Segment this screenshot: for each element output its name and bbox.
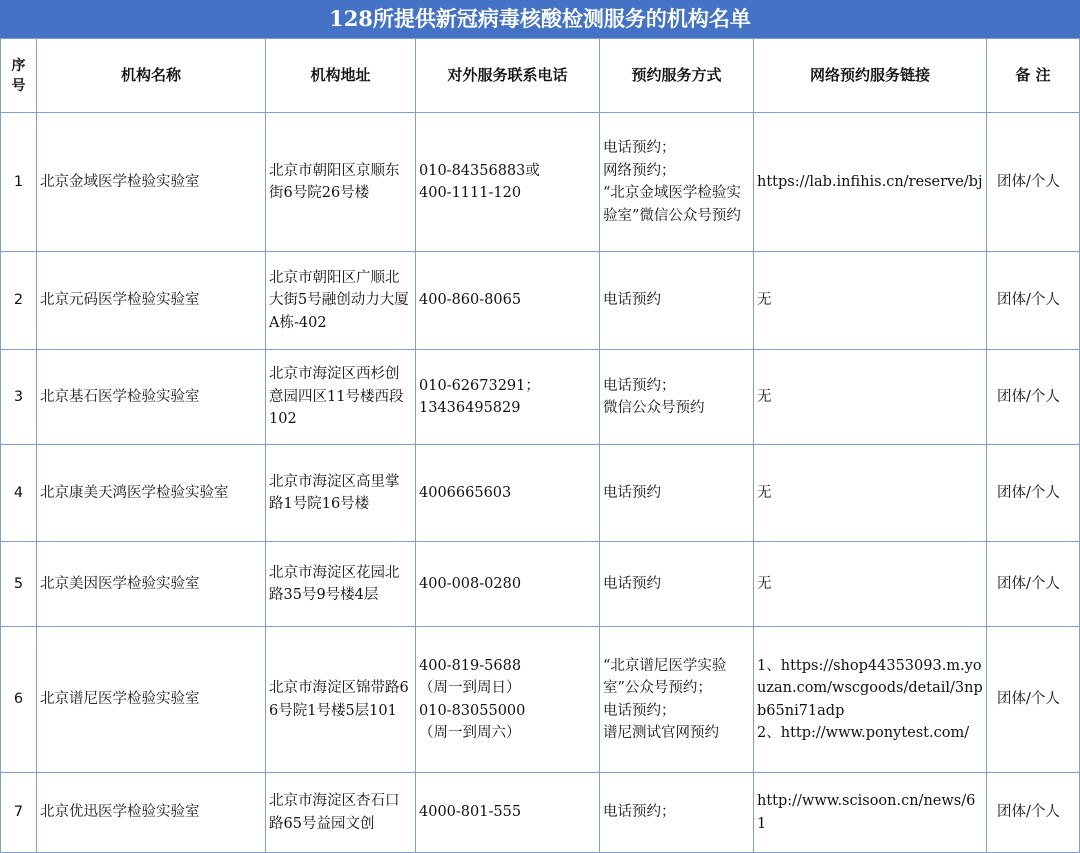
contact-phone-line: 010-83055000	[419, 702, 526, 719]
remark: 团体/个人	[987, 350, 1080, 445]
table-row	[1, 113, 1080, 252]
booking-link-line: 无	[757, 484, 772, 501]
booking-method-line: 电话预约；	[603, 140, 676, 156]
booking-method	[600, 627, 754, 773]
contact-phone-line: （周一到周六）	[419, 725, 521, 741]
booking-method-line: 谱尼测试官网预约	[603, 725, 719, 741]
contact-phone	[416, 445, 600, 542]
booking-method-line: 电话预约	[603, 484, 661, 501]
header-phone: 对外服务联系电话	[416, 39, 600, 113]
booking-link	[754, 350, 987, 445]
contact-phone-line: 400-860-8065	[419, 292, 522, 309]
page-title: 128所提供新冠病毒核酸检测服务的机构名单	[0, 0, 1080, 38]
booking-link-line: https://lab.infihis.cn/reserve/bj	[757, 173, 983, 190]
header-link: 网络预约服务链接	[754, 39, 987, 113]
booking-link[interactable]	[754, 627, 987, 773]
row-index: 3	[1, 350, 37, 445]
contact-phone-line: 010-62673291；	[419, 377, 540, 394]
institution-address: 北京市海淀区锦带路66号院1号楼5层101	[266, 627, 416, 773]
header-address: 机构地址	[266, 39, 416, 113]
remark: 团体/个人	[987, 252, 1080, 350]
header-row	[1, 39, 1080, 113]
institution-name: 北京谱尼医学检验实验室	[37, 627, 266, 773]
table-row	[1, 542, 1080, 627]
institution-address: 北京市朝阳区广顺北大街5号融创动力大厦A栋-402	[266, 252, 416, 350]
institution-name: 北京优迅医学检验实验室	[37, 773, 266, 853]
header-note: 备 注	[987, 39, 1080, 113]
booking-link	[754, 252, 987, 350]
contact-phone-line: 13436495829	[419, 400, 521, 416]
table-row	[1, 627, 1080, 773]
institution-address: 北京市海淀区花园北路35号9号楼4层	[266, 542, 416, 627]
remark: 团体/个人	[987, 113, 1080, 252]
remark: 团体/个人	[987, 627, 1080, 773]
booking-link-line: 2、http://www.ponytest.com/	[757, 725, 970, 741]
contact-phone-line: 4000-801-555	[419, 804, 522, 821]
booking-method-line: “北京谱尼医学实验室”公众号预约；	[603, 657, 727, 696]
booking-link-line: 1、https://shop44353093.m.youzan.com/wscgoods/detail/3npb65ni71adp	[757, 657, 983, 719]
booking-method	[600, 542, 754, 627]
contact-phone-line: 010-84356883或	[419, 162, 540, 179]
booking-method-line: 微信公众号预约	[603, 400, 705, 416]
contact-phone-line: 4006665603	[419, 484, 512, 501]
booking-method-line: 电话预约	[603, 292, 661, 309]
booking-link[interactable]	[754, 773, 987, 853]
institution-name: 北京基石医学检验实验室	[37, 350, 266, 445]
booking-method-line: 电话预约；	[603, 702, 676, 719]
institution-name: 北京元码医学检验实验室	[37, 252, 266, 350]
booking-method	[600, 445, 754, 542]
header-method: 预约服务方式	[600, 39, 754, 113]
institution-table	[0, 38, 1080, 853]
contact-phone-line: （周一到周日）	[419, 680, 521, 696]
row-index: 1	[1, 113, 37, 252]
booking-link-line: http://www.scisoon.cn/news/61	[757, 793, 976, 832]
table-row	[1, 350, 1080, 445]
institution-address: 北京市海淀区高里掌路1号院16号楼	[266, 445, 416, 542]
booking-link	[754, 445, 987, 542]
table-row	[1, 445, 1080, 542]
booking-link-line: 无	[757, 292, 772, 309]
booking-method-line: 电话预约；	[603, 377, 676, 394]
booking-link-line: 无	[757, 388, 772, 405]
header-index: 序号	[1, 39, 37, 113]
booking-method-line: 电话预约；	[603, 804, 676, 821]
contact-phone-line: 400-819-5688	[419, 657, 522, 674]
booking-link-line: 无	[757, 575, 772, 592]
institution-name: 北京金域医学检验实验室	[37, 113, 266, 252]
contact-phone	[416, 252, 600, 350]
row-index: 5	[1, 542, 37, 627]
table-row	[1, 252, 1080, 350]
remark: 团体/个人	[987, 773, 1080, 853]
booking-method	[600, 252, 754, 350]
contact-phone-line: 400-008-0280	[419, 575, 522, 592]
remark: 团体/个人	[987, 542, 1080, 627]
row-index: 7	[1, 773, 37, 853]
table-row	[1, 773, 1080, 853]
institution-name: 北京康美天鸿医学检验实验室	[37, 445, 266, 542]
contact-phone	[416, 627, 600, 773]
institution-address: 北京市海淀区西杉创意园四区11号楼西段102	[266, 350, 416, 445]
institution-address: 北京市朝阳区京顺东街6号院26号楼	[266, 113, 416, 252]
contact-phone	[416, 113, 600, 252]
booking-method-line: 电话预约	[603, 575, 661, 592]
row-index: 4	[1, 445, 37, 542]
remark: 团体/个人	[987, 445, 1080, 542]
booking-link	[754, 542, 987, 627]
header-name: 机构名称	[37, 39, 266, 113]
booking-method-line: “北京金域医学检验实验室”微信公众号预约	[603, 185, 741, 224]
booking-method-line: 网络预约；	[603, 162, 676, 179]
booking-method	[600, 773, 754, 853]
contact-phone-line: 400-1111-120	[419, 185, 522, 201]
row-index: 6	[1, 627, 37, 773]
row-index: 2	[1, 252, 37, 350]
contact-phone	[416, 350, 600, 445]
booking-method	[600, 350, 754, 445]
booking-method	[600, 113, 754, 252]
contact-phone	[416, 773, 600, 853]
contact-phone	[416, 542, 600, 627]
booking-link[interactable]	[754, 113, 987, 252]
institution-name: 北京美因医学检验实验室	[37, 542, 266, 627]
institution-address: 北京市海淀区杏石口路65号益园文创	[266, 773, 416, 853]
